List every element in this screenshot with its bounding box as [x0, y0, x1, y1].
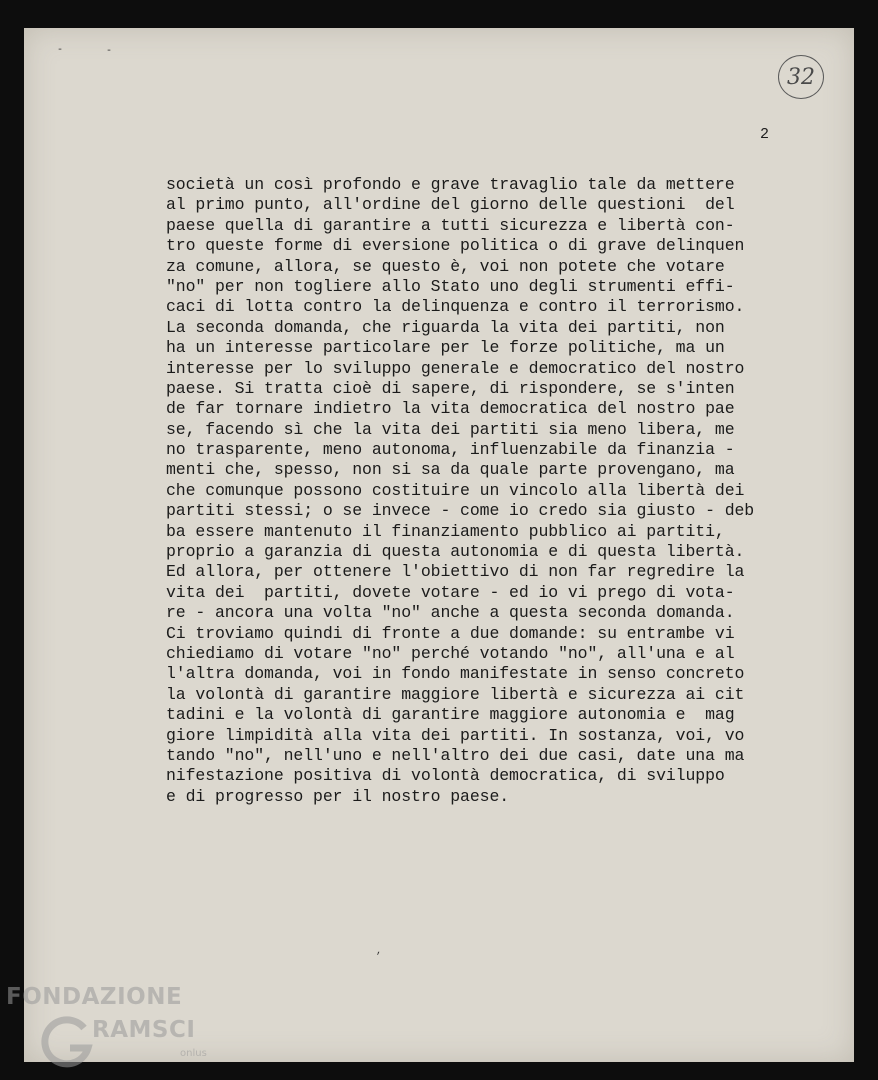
fondazione-gramsci-watermark: [6, 984, 226, 1076]
watermark-onlus: onlus: [180, 1048, 207, 1059]
text-line: La seconda domanda, che riguarda la vita dei partiti, non: [166, 317, 725, 337]
text-line: za comune, allora, se questo è, voi non potete che votare: [166, 256, 725, 276]
text-line: e di progresso per il nostro paese.: [166, 786, 510, 806]
gramsci-g-logo-icon: [40, 1014, 96, 1070]
scan-speck: ,: [376, 946, 383, 957]
text-line: caci di lotta contro la delinquenza e contro il terrorismo.: [166, 297, 745, 317]
text-line: ba essere mantenuto il finanziamento pubblico ai partiti,: [166, 521, 725, 541]
watermark-line-1: FONDAZIONE: [6, 984, 183, 1010]
scan-speck: -: [106, 46, 113, 57]
text-line: Ci troviamo quindi di fronte a due domande: su entrambe vi: [166, 623, 735, 643]
text-line: interesse per lo sviluppo generale e democratico del nostro: [166, 358, 745, 378]
text-line: "no" per non togliere allo Stato uno degli strumenti effi-: [166, 276, 735, 296]
text-line: paese quella di garantire a tutti sicurezza e libertà con-: [166, 215, 735, 235]
text-line: de far tornare indietro la vita democratica del nostro pae: [166, 399, 735, 419]
scan-speck: -: [57, 45, 64, 56]
text-line: menti che, spesso, non si sa da quale parte provengano, ma: [166, 460, 735, 480]
text-line: vita dei partiti, dovete votare - ed io vi prego di vota-: [166, 582, 735, 602]
text-line: giore limpidità alla vita dei partiti. In sostanza, voi, vo: [166, 725, 745, 745]
typed-body-text: [166, 175, 774, 807]
text-line: al primo punto, all'ordine del giorno delle questioni del: [166, 195, 735, 215]
archive-number-stamp: 32: [778, 55, 824, 99]
text-line: ha un interesse particolare per le forze politiche, ma un: [166, 338, 725, 358]
text-line: tando "no", nell'uno e nell'altro dei due casi, date una ma: [166, 745, 745, 765]
text-line: chiediamo di votare "no" perché votando "no", all'una e al: [166, 643, 735, 663]
text-line: se, facendo sì che la vita dei partiti sia meno libera, me: [166, 419, 735, 439]
text-line: tro queste forme di eversione politica o di grave delinquen: [166, 236, 745, 256]
text-line: paese. Si tratta cioè di sapere, di rispondere, se s'inten: [166, 378, 735, 398]
text-line: Ed allora, per ottenere l'obiettivo di non far regredire la: [166, 562, 745, 582]
text-line: partiti stessi; o se invece - come io credo sia giusto - deb: [166, 501, 755, 521]
text-line: nifestazione positiva di volontà democratica, di sviluppo: [166, 766, 725, 786]
text-line: tadini e la volontà di garantire maggiore autonomia e mag: [166, 705, 735, 725]
text-line: re - ancora una volta "no" anche a questa seconda domanda.: [166, 603, 735, 623]
text-line: che comunque possono costituire un vincolo alla libertà dei: [166, 480, 745, 500]
text-line: proprio a garanzia di questa autonomia e di questa libertà.: [166, 542, 745, 562]
watermark-line-2: RAMSCI: [92, 1017, 196, 1043]
text-line: l'altra domanda, voi in fondo manifestate in senso concreto: [166, 664, 745, 684]
text-line: la volontà di garantire maggiore libertà e sicurezza ai cit: [166, 684, 745, 704]
text-line: società un così profondo e grave travaglio tale da mettere: [166, 175, 735, 194]
text-line: no trasparente, meno autonoma, influenzabile da finanzia -: [166, 440, 735, 460]
page-number: 2: [760, 126, 770, 143]
